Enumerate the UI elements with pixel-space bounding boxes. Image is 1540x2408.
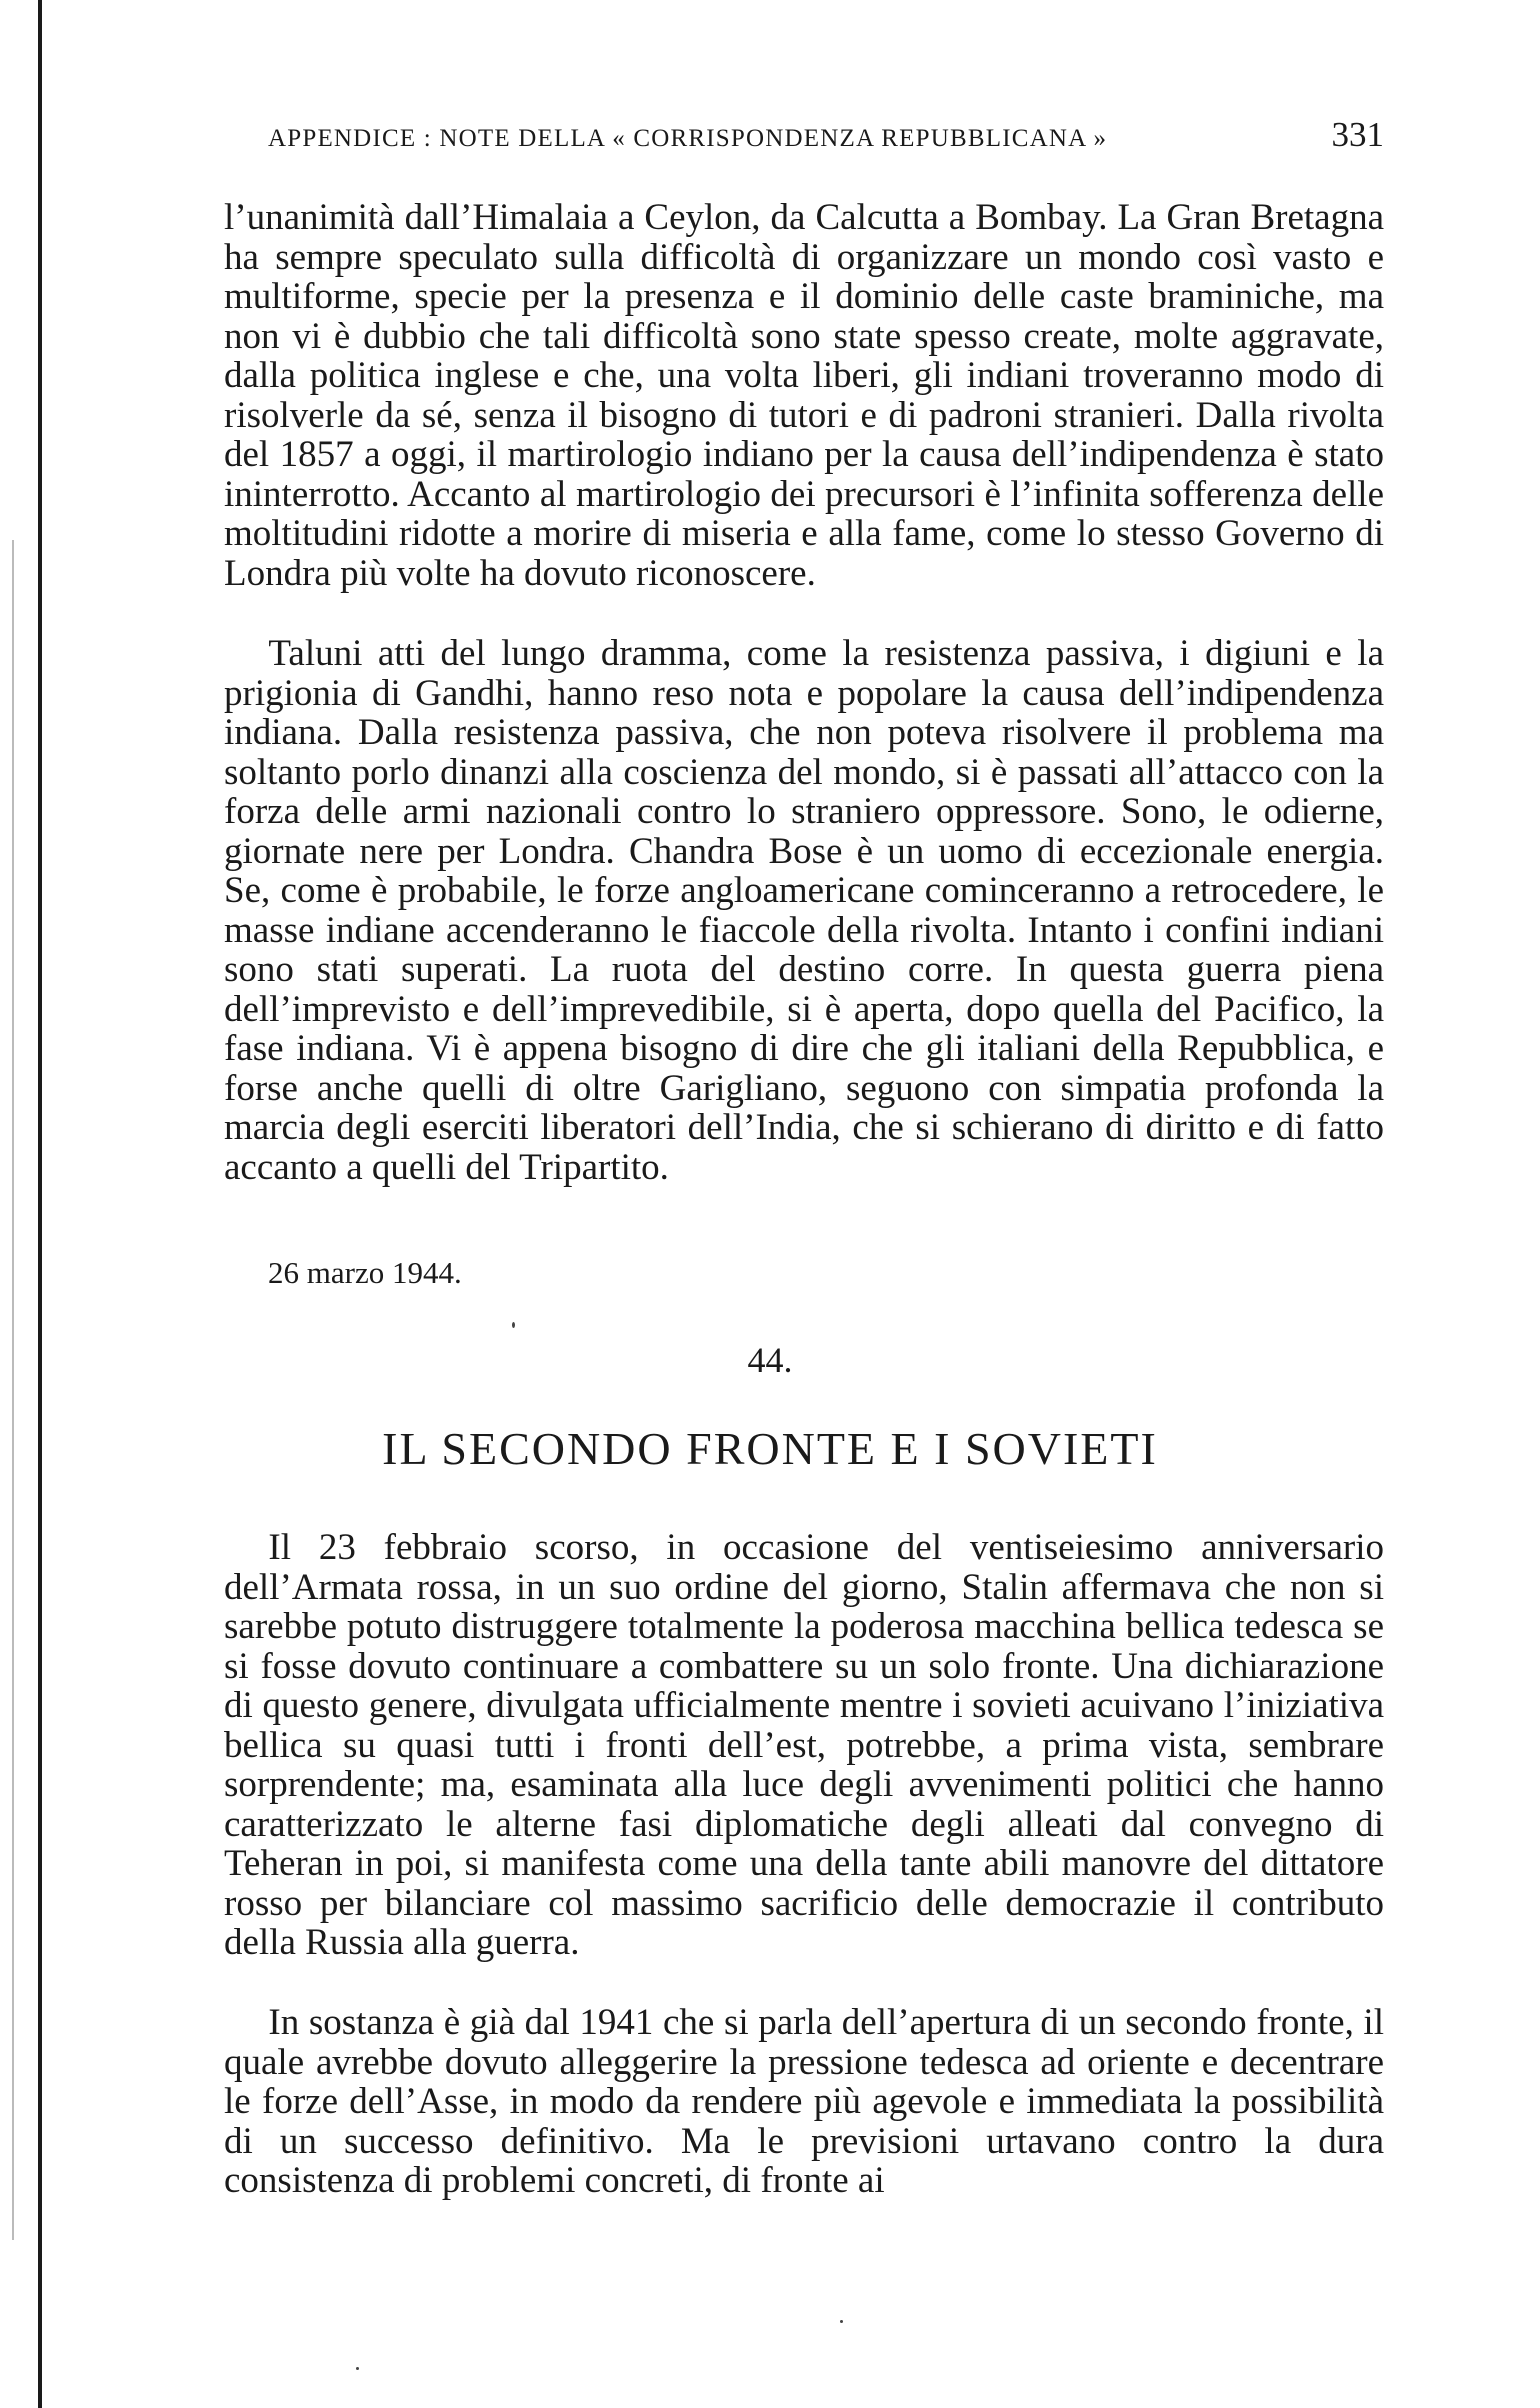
paragraph-text: In sostanza è già dal 1941 che si parla dell’apertura di un secondo fronte, il quale avrebbe dovuto alleggerire la pressione tedesca ad oriente e decentrare le forze dell’Asse, in modo da rendere più agevole e immediata la possibilità di un successo definitivo. Ma le previsioni urtavano contro la dura consistenza di problemi concreti, di fronte ai <box>224 2002 1384 2201</box>
page-number: 331 <box>1331 115 1384 154</box>
chapter-number: 44. <box>747 1340 793 1380</box>
running-header <box>268 115 1384 155</box>
print-speck <box>840 2320 843 2323</box>
paragraph-continued <box>224 198 1384 593</box>
binding-shadow <box>12 540 14 2240</box>
chapter-title: IL SECONDO FRONTE E I SOVIETI <box>382 1423 1158 1474</box>
paragraph <box>224 634 1384 1187</box>
paragraph-text: l’unanimità dall’Himalaia a Ceylon, da Calcutta a Bombay. La Gran Bretagna ha sempre speculato sulla difficoltà di organizzare un mondo così vasto e multiforme, specie per la presenza e il dominio delle caste braminiche, ma non vi è dubbio che tali difficoltà sono state spesso create, molte aggravate, dalla politica inglese e che, una volta liberi, gli indiani troveranno modo di risolverle da sé, senza il bisogno di tutori e di padroni stranieri. Dalla rivolta del 1857 a oggi, il martirologio indiano per la causa dell’indipendenza è stato ininterrotto. Accanto al martirologio dei precursori è l’infinita sofferenza delle moltitudini ridotte a morire di miseria e alla fame, come lo stesso Governo di Londra più volte ha dovuto riconoscere. <box>224 197 1384 594</box>
paragraph <box>224 1528 1384 1963</box>
paragraph-text: Il 23 febbraio scorso, in occasione del ventiseiesimo anniversario dell’Armata rossa, in un suo ordine del giorno, Stalin affermava che non si sarebbe potuto distruggere totalmente la poderosa macchina bellica tedesca se si fosse dovuto continuare a combattere su un solo fronte. Una dichiarazione di questo genere, divulgata ufficialmente mentre i sovieti acuivano l’iniziativa bellica su quasi tutti i fronti dell’est, potrebbe, a prima vista, sembrare sorprendente; ma, esaminata alla luce degli avvenimenti politici che hanno caratterizzato le alterne fasi diplomatiche degli alleati dal convegno di Teheran in poi, si manifesta come una della tante abili manovre del dittatore rosso per bilanciare col massimo sacrificio delle democrazie il contributo della Russia alla guerra. <box>224 1527 1384 1963</box>
paragraph <box>224 2003 1384 2201</box>
binding-edge <box>38 0 42 2408</box>
print-speck <box>356 2367 359 2370</box>
print-speck <box>512 1322 515 1328</box>
date-line: 26 marzo 1944. <box>268 1255 462 1290</box>
running-title: APPENDICE : NOTE DELLA « CORRISPONDENZA REPUBBLICANA » <box>268 125 1108 152</box>
paragraph-text: Taluni atti del lungo dramma, come la resistenza passiva, i digiuni e la prigionia di Gandhi, hanno reso nota e popolare la causa dell’indipendenza indiana. Dalla resistenza passiva, che non poteva risolvere il problema ma soltanto porlo dinanzi alla coscienza del mondo, si è passati all’attacco con la forza delle armi nazionali contro lo straniero oppressore. Sono, le odierne, giornate nere per Londra. Chandra Bose è un uomo di eccezionale energia. Se, come è probabile, le forze angloamericane cominceranno a retrocedere, le masse indiane accenderanno le fiaccole della rivolta. Intanto i confini indiani sono stati superati. La ruota del destino corre. In questa guerra piena dell’imprevisto e dell’imprevedibile, si è aperta, dopo quella del Pacifico, la fase indiana. Vi è appena bisogno di dire che gli italiani della Repubblica, e forse anche quelli di oltre Garigliano, seguono con simpatia profonda la marcia degli eserciti liberatori dell’India, che si schierano di diritto e di fatto accanto a quelli del Tripartito. <box>224 633 1384 1188</box>
